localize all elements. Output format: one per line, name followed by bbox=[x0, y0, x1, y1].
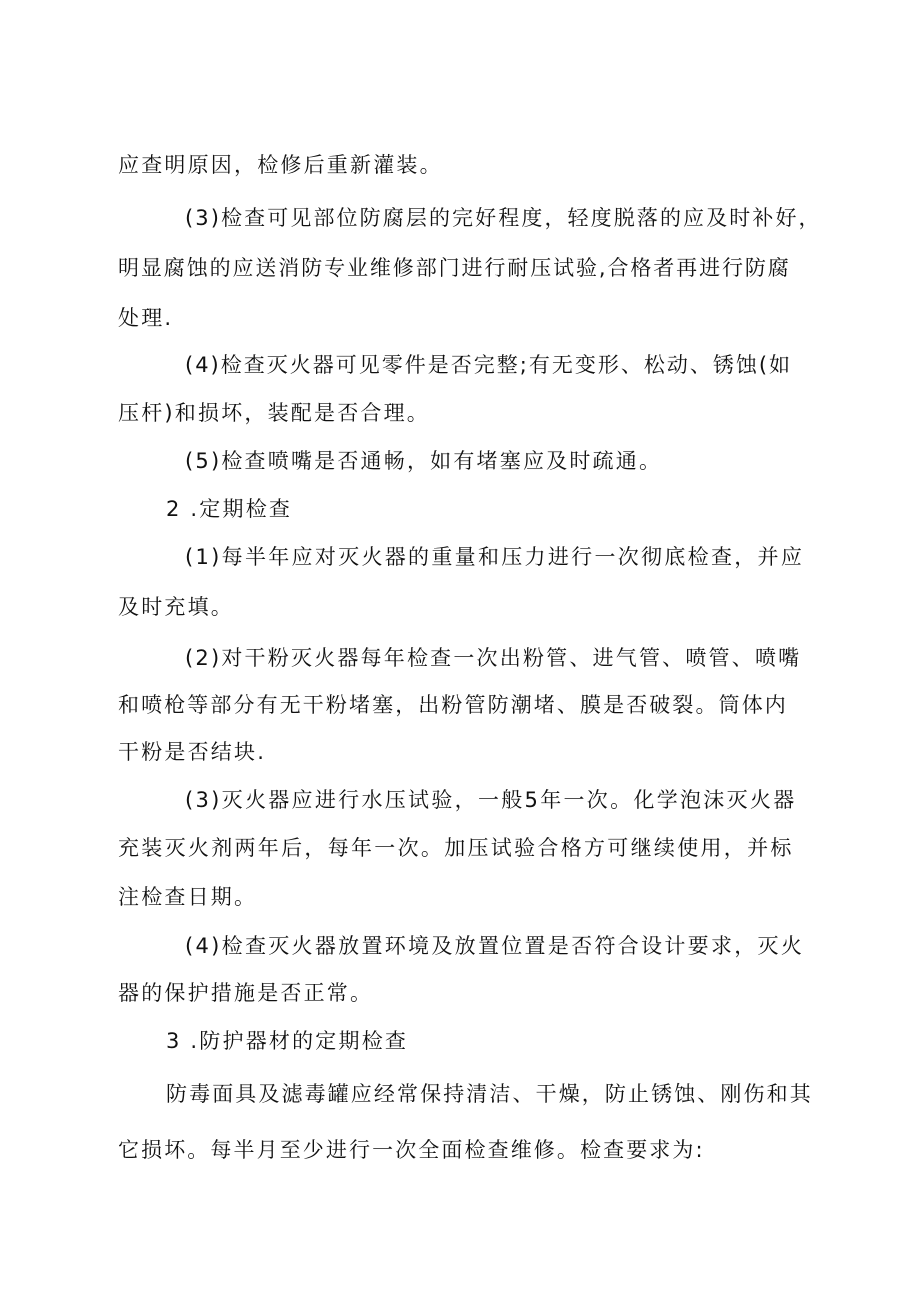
paragraph-line: (4)检查灭火器放置环境及放置位置是否符合设计要求，灭火 bbox=[185, 934, 805, 958]
paragraph-line: (3)灭火器应进行水压试验，一般5年一次。化学泡沫灭火器 bbox=[185, 788, 797, 812]
paragraph-line: 器的保护措施是否正常。 bbox=[118, 981, 374, 1005]
paragraph-line: 充装灭火剂两年后，每年一次。加压试验合格方可继续使用，并标 bbox=[118, 836, 794, 860]
paragraph-line: 防毒面具及滤毒罐应经常保持清洁、干燥，防止锈蚀、刚伤和其 bbox=[166, 1082, 813, 1106]
paragraph-line: 压杆)和损坏，装配是否合理。 bbox=[118, 401, 430, 425]
paragraph-line: (1)每半年应对灭火器的重量和压力进行一次彻底检查，并应 bbox=[185, 545, 805, 569]
paragraph-line: (3)检查可见部位防腐层的完好程度，轻度脱落的应及时补好， bbox=[185, 206, 822, 230]
paragraph-line: (5)检查喷嘴是否通畅，如有堵塞应及时疏通。 bbox=[185, 449, 663, 473]
paragraph-line: 干粉是否结块. bbox=[118, 740, 267, 764]
paragraph-line: 应查明原因，检修后重新灌装。 bbox=[118, 153, 443, 177]
paragraph-line: 及时充填。 bbox=[118, 595, 234, 619]
paragraph-line: 它损坏。每半月至少进行一次全面检查维修。检查要求为: bbox=[118, 1138, 705, 1162]
section-heading: 2 .定期检查 bbox=[166, 497, 293, 521]
paragraph-line: 明显腐蚀的应送消防专业维修部门进行耐压试验,合格者再进行防腐 bbox=[118, 256, 791, 280]
paragraph-line: (4)检查灭火器可见零件是否完整;有无变形、松动、锈蚀(如 bbox=[185, 353, 793, 377]
paragraph-line: (2)对干粉灭火器每年检查一次出粉管、进气管、喷管、喷嘴 bbox=[185, 646, 802, 670]
paragraph-line: 注检查日期。 bbox=[118, 885, 258, 909]
section-heading: 3 .防护器材的定期检查 bbox=[166, 1029, 409, 1053]
paragraph-line: 处理. bbox=[118, 306, 174, 330]
paragraph-line: 和喷枪等部分有无干粉堵塞，出粉管防潮堵、膜是否破裂。筒体内 bbox=[118, 693, 788, 717]
